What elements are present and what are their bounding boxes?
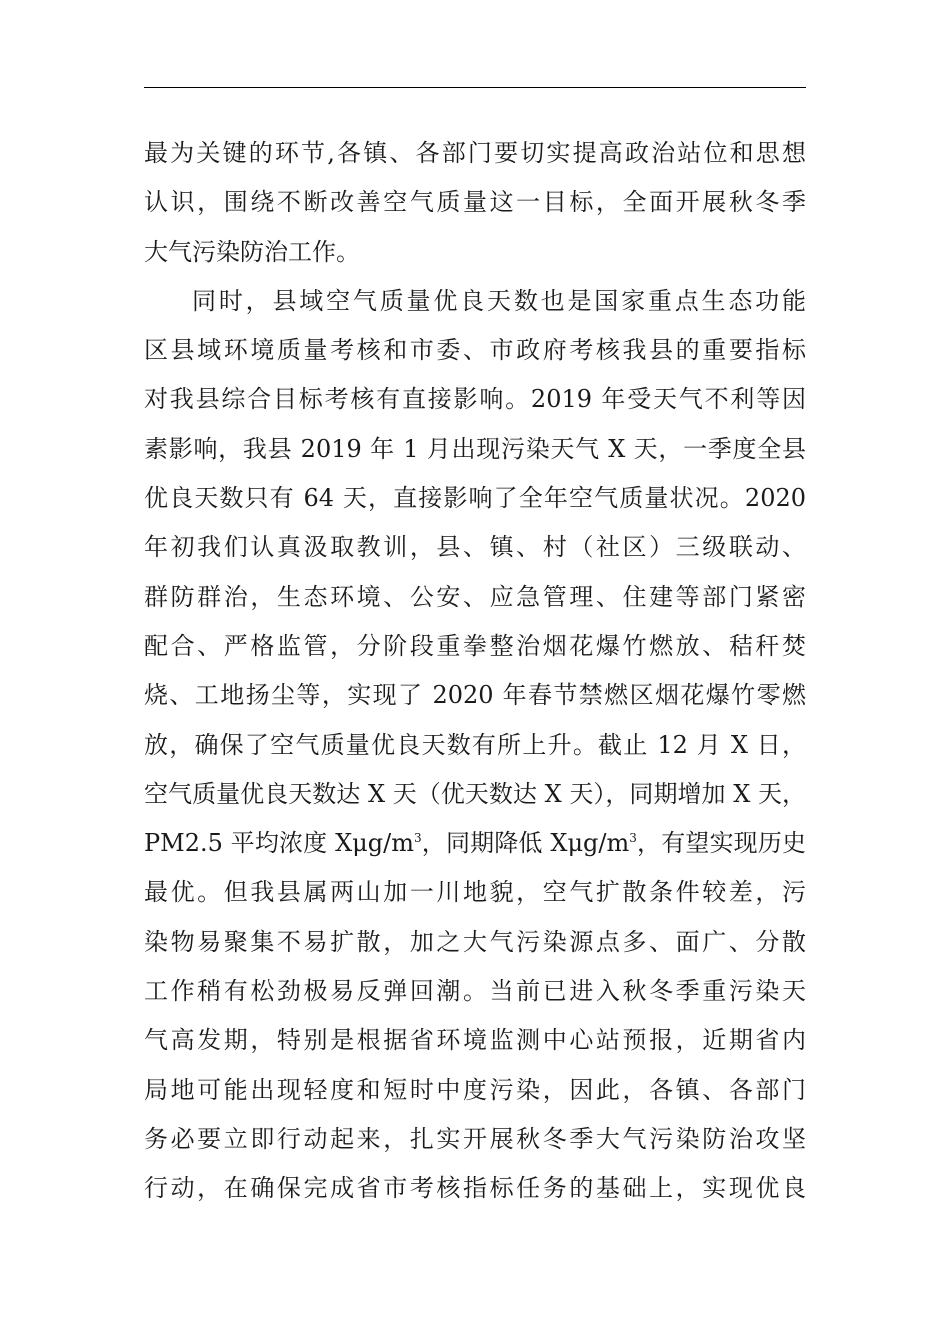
- text-line: 对我县综合目标考核有直接影响。2019 年受天气不利等因: [144, 385, 806, 414]
- text-line: 行动，在确保完成省市考核指标任务的基础上，实现优良: [144, 1174, 806, 1203]
- pm-text-part: ，有望实现历史: [636, 829, 806, 858]
- body-text: [144, 129, 806, 1214]
- superscript: 3: [413, 831, 422, 846]
- text-line: 染物易聚集不易扩散，加之大气污染源点多、面广、分散: [144, 927, 806, 956]
- text-line: 同时，县域空气质量优良天数也是国家重点生态功能: [192, 286, 806, 315]
- header-rule: [144, 87, 806, 88]
- text-line: 区县域环境质量考核和市委、市政府考核我县的重要指标: [144, 336, 806, 365]
- pm-text-part: PM2.5 平均浓度 Xμg/m: [144, 829, 414, 858]
- text-line: 年初我们认真汲取教训，县、镇、村（社区）三级联动、: [144, 533, 806, 562]
- text-line: 大气污染防治工作。: [144, 237, 360, 266]
- superscript: 3: [629, 831, 637, 846]
- text-line: 放，确保了空气质量优良天数有所上升。截止 12 月 X 日，: [144, 730, 806, 759]
- text-line: 优良天数只有 64 天，直接影响了全年空气质量状况。2020: [144, 484, 806, 513]
- pm-text-part: ，同期降低 Xμg/m: [421, 829, 630, 858]
- text-line: 工作稍有松劲极易反弹回潮。当前已进入秋冬季重污染天: [144, 977, 806, 1006]
- text-line: 空气质量优良天数达 X 天（优天数达 X 天），同期增加 X 天，: [144, 779, 806, 808]
- text-line: 局地可能出现轻度和短时中度污染，因此，各镇、各部门: [144, 1075, 806, 1104]
- text-line: 素影响，我县 2019 年 1 月出现污染天气 X 天，一季度全县: [144, 434, 806, 463]
- text-line: 务必要立即行动起来，扎实开展秋冬季大气污染防治攻坚: [144, 1124, 806, 1153]
- text-line: 烧、工地扬尘等，实现了 2020 年春节禁燃区烟花爆竹零燃: [144, 681, 806, 710]
- text-line: 气高发期，特别是根据省环境监测中心站预报，近期省内: [144, 1026, 806, 1055]
- text-line: 最为关键的环节,各镇、各部门要切实提高政治站位和思想: [144, 139, 806, 167]
- text-line: 认识，围绕不断改善空气质量这一目标，全面开展秋冬季: [144, 188, 806, 217]
- text-line: 最优。但我县属两山加一川地貌，空气扩散条件较差，污: [144, 878, 806, 907]
- pm-text-line: [144, 819, 806, 868]
- text-line: 配合、严格监管，分阶段重拳整治烟花爆竹燃放、秸秆焚: [144, 631, 806, 660]
- text-line: 群防群治，生态环境、公安、应急管理、住建等部门紧密: [144, 582, 806, 611]
